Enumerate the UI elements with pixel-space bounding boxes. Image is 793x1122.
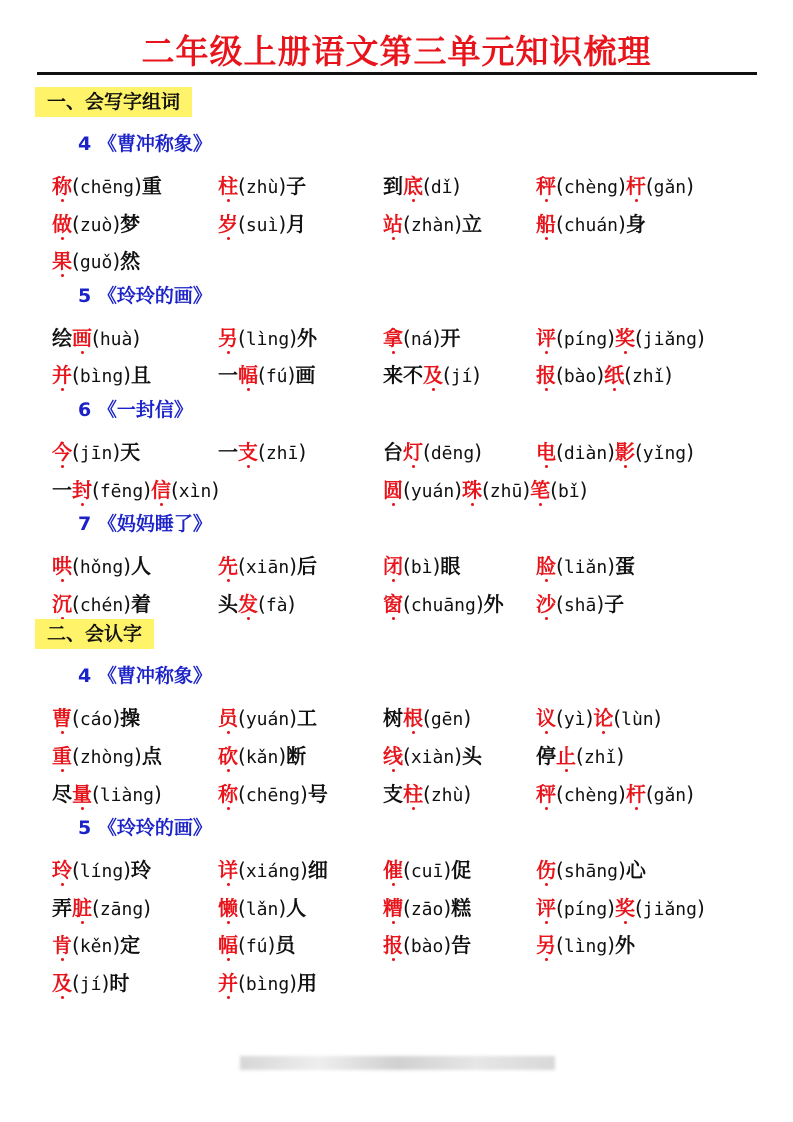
- word-cell: 沙(shā)子: [536, 591, 625, 616]
- target-character: 糟: [383, 895, 403, 920]
- word-row: [52, 740, 772, 770]
- pinyin: suì: [245, 214, 279, 236]
- word-suffix: 立: [461, 211, 482, 236]
- target-character: 员: [218, 706, 238, 731]
- word-cell: 并(bìng)且: [52, 363, 151, 388]
- lesson-title: 4 《曹冲称象》: [78, 133, 212, 155]
- word-row: [52, 929, 772, 959]
- word-cell: 秤(chèng)杆(gǎn): [536, 781, 694, 806]
- word-suffix: 断: [286, 744, 307, 768]
- word-cell: 一封(fēng)信(xìn): [52, 477, 220, 502]
- word-cell: 线(xiàn)头: [383, 744, 482, 768]
- target-character: 笔: [530, 477, 551, 502]
- word-cell: 停止(zhǐ): [536, 744, 625, 768]
- word-cell: 今(jīn)天: [52, 440, 141, 464]
- word-cell: 议(yì)论(lùn): [536, 706, 662, 731]
- target-character: 秤: [536, 174, 556, 198]
- pinyin: yǐng: [642, 443, 687, 464]
- word-cell: 拿(ná)开: [383, 325, 461, 350]
- title-divider: [37, 72, 757, 75]
- target-character: 拿: [383, 325, 403, 350]
- target-character: 止: [556, 744, 576, 768]
- pinyin: zhù: [430, 784, 464, 806]
- word-cell: 窗(chuāng)外: [383, 591, 504, 616]
- pinyin: hǒng: [79, 557, 124, 579]
- target-character: 底: [403, 174, 423, 198]
- pinyin: cáo: [79, 709, 113, 731]
- pinyin: xiáng: [245, 861, 300, 883]
- target-character: 报: [536, 363, 556, 388]
- word-cell: 懒(lǎn)人: [218, 895, 307, 920]
- word-suffix: 心: [625, 858, 646, 883]
- word-cell: 秤(chèng)杆(gǎn): [536, 174, 694, 198]
- word-cell: 重(zhòng)点: [52, 744, 162, 768]
- word-suffix: 着: [130, 591, 151, 616]
- target-character: 做: [52, 211, 72, 236]
- section-heading: 一、会写字组词: [35, 87, 192, 117]
- pinyin: bì: [410, 557, 433, 579]
- page-title: 二年级上册语文第三单元知识梳理: [141, 32, 652, 71]
- word-suffix: 号: [307, 781, 328, 806]
- word-cell: 曹(cáo)操: [52, 706, 141, 731]
- word-row: [52, 245, 772, 275]
- target-character: 发: [238, 591, 258, 616]
- word-cell: 闭(bì)眼: [383, 554, 461, 579]
- section-heading: 二、会认字: [35, 619, 154, 649]
- pinyin: chēng: [245, 784, 300, 806]
- word-cell: 绘画(huà): [52, 325, 141, 350]
- word-cell: 到底(dǐ): [383, 174, 461, 198]
- word-row: [52, 854, 772, 884]
- word-suffix: 子: [604, 591, 625, 616]
- word-cell: 称(chēng)重: [52, 174, 162, 198]
- word-suffix: 外: [483, 591, 504, 616]
- word-cell: 并(bìng)用: [218, 971, 317, 995]
- word-suffix: 开: [440, 325, 461, 350]
- word-prefix: 尽: [52, 781, 72, 806]
- target-character: 沙: [536, 591, 556, 616]
- pinyin: zāng: [99, 898, 144, 920]
- target-character: 曹: [52, 706, 72, 731]
- pinyin: ná: [410, 328, 433, 350]
- pinyin: lùn: [621, 709, 654, 731]
- target-character: 幅: [218, 933, 238, 958]
- pinyin: jí: [79, 974, 102, 995]
- target-character: 玲: [52, 858, 72, 883]
- word-prefix: 一: [218, 440, 238, 464]
- word-suffix: 时: [109, 971, 130, 995]
- pinyin: lìng: [245, 328, 290, 350]
- word-cell: 报(bào)纸(zhǐ): [536, 363, 673, 388]
- word-cell: 评(píng)奖(jiǎng): [536, 895, 705, 920]
- target-character: 奖: [614, 895, 635, 920]
- target-character: 重: [52, 744, 72, 768]
- word-cell: 船(chuán)身: [536, 211, 646, 236]
- target-character: 报: [383, 933, 403, 958]
- pinyin: liǎn: [563, 557, 608, 579]
- word-cell: 圆(yuán)珠(zhū)笔(bǐ): [383, 477, 588, 502]
- pinyin: guǒ: [79, 252, 113, 274]
- word-row: [52, 170, 772, 200]
- target-character: 伤: [536, 858, 556, 883]
- pinyin: píng: [563, 898, 608, 920]
- word-suffix: 点: [141, 744, 162, 768]
- pinyin: jiǎng: [642, 898, 697, 920]
- pinyin: kěn: [79, 936, 113, 958]
- pinyin: chuán: [563, 214, 618, 236]
- pinyin: zhǐ: [583, 747, 617, 768]
- pinyin: gēn: [430, 709, 464, 731]
- word-suffix: 告: [451, 933, 472, 958]
- target-character: 封: [72, 477, 92, 502]
- target-character: 评: [536, 895, 556, 920]
- pinyin: zhàn: [410, 214, 455, 236]
- word-suffix: 工: [296, 706, 317, 731]
- word-suffix: 身: [625, 211, 646, 236]
- target-character: 影: [614, 440, 635, 464]
- pinyin: zhū: [489, 480, 523, 502]
- word-cell: 糟(zāo)糕: [383, 895, 472, 920]
- target-character: 哄: [52, 554, 72, 579]
- word-cell: 称(chēng)号: [218, 781, 328, 806]
- word-suffix: 外: [296, 325, 317, 350]
- pinyin: bào: [410, 936, 444, 958]
- word-suffix: 操: [120, 706, 141, 731]
- target-character: 肯: [52, 933, 72, 958]
- target-character: 纸: [604, 363, 625, 388]
- pinyin: diàn: [563, 443, 608, 464]
- pinyin: zhǐ: [631, 366, 665, 388]
- word-cell: 员(yuán)工: [218, 706, 317, 731]
- word-row: [52, 588, 772, 618]
- pinyin: jiǎng: [642, 328, 697, 350]
- target-character: 议: [536, 706, 556, 731]
- word-suffix: 玲: [130, 858, 151, 883]
- word-suffix: 蛋: [614, 554, 635, 579]
- target-character: 另: [218, 325, 238, 350]
- target-character: 窗: [383, 591, 403, 616]
- word-prefix: 头: [218, 591, 238, 616]
- target-character: 杆: [625, 781, 646, 806]
- word-row: [52, 474, 772, 504]
- word-cell: 催(cuī)促: [383, 858, 472, 883]
- pinyin: fà: [265, 594, 288, 616]
- pinyin: shā: [563, 594, 597, 616]
- pinyin: xiān: [245, 557, 290, 579]
- word-cell: 柱(zhù)子: [218, 174, 307, 198]
- pinyin: bìng: [79, 366, 124, 388]
- target-character: 催: [383, 858, 403, 883]
- pinyin: gǎn: [653, 177, 687, 198]
- target-character: 珠: [461, 477, 482, 502]
- word-cell: 一支(zhī): [218, 440, 307, 464]
- word-suffix: 人: [130, 554, 151, 579]
- pinyin: dǐ: [430, 177, 453, 198]
- target-character: 根: [403, 706, 423, 731]
- word-suffix: 梦: [120, 211, 141, 236]
- word-suffix: 外: [614, 933, 635, 958]
- target-character: 岁: [218, 211, 238, 236]
- word-suffix: 天: [120, 440, 141, 464]
- blurred-watermark: [240, 1056, 555, 1070]
- pinyin: píng: [563, 328, 608, 350]
- word-cell: 电(diàn)影(yǐng): [536, 440, 694, 464]
- word-row: [52, 359, 772, 389]
- word-cell: 一幅(fú)画: [218, 363, 316, 388]
- target-character: 杆: [625, 174, 646, 198]
- target-character: 支: [238, 440, 258, 464]
- word-cell: 评(píng)奖(jiǎng): [536, 325, 705, 350]
- pinyin: yì: [563, 709, 586, 731]
- word-prefix: 一: [218, 363, 238, 388]
- pinyin: liàng: [99, 784, 154, 806]
- word-cell: 脸(liǎn)蛋: [536, 554, 635, 579]
- word-suffix: 细: [307, 858, 328, 883]
- target-character: 灯: [403, 440, 423, 464]
- lesson-title: 5 《玲玲的画》: [78, 284, 212, 307]
- pinyin: zhòng: [79, 747, 134, 768]
- word-prefix: 停: [536, 744, 556, 768]
- target-character: 称: [218, 781, 238, 806]
- target-character: 称: [52, 174, 72, 198]
- word-cell: 伤(shāng)心: [536, 858, 646, 883]
- lesson-title: 7 《妈妈睡了》: [78, 513, 212, 536]
- target-character: 果: [52, 249, 72, 274]
- word-prefix: 绘: [52, 325, 72, 350]
- pinyin: chén: [79, 594, 124, 616]
- word-cell: 肯(kěn)定: [52, 933, 141, 958]
- pinyin: bǐ: [557, 480, 580, 502]
- target-character: 并: [52, 363, 72, 388]
- target-character: 电: [536, 440, 556, 464]
- word-suffix: 促: [451, 858, 472, 883]
- word-cell: 树根(gēn): [383, 706, 472, 731]
- pinyin: kǎn: [245, 747, 279, 768]
- target-character: 秤: [536, 781, 556, 806]
- word-cell: 果(guǒ)然: [52, 249, 141, 274]
- word-cell: 幅(fú)员: [218, 933, 296, 958]
- pinyin: lìng: [563, 936, 608, 958]
- word-row: [52, 322, 772, 352]
- word-cell: 台灯(dēng): [383, 440, 482, 464]
- target-character: 论: [593, 706, 614, 731]
- word-suffix: 且: [130, 363, 151, 388]
- target-character: 脏: [72, 895, 92, 920]
- target-character: 线: [383, 744, 403, 768]
- pinyin: yuán: [245, 709, 290, 731]
- pinyin: chēng: [79, 177, 134, 198]
- word-cell: 详(xiáng)细: [218, 858, 328, 883]
- pinyin: xìn: [178, 480, 212, 502]
- word-suffix: 员: [275, 933, 296, 958]
- target-character: 及: [423, 363, 443, 388]
- pinyin: dēng: [430, 443, 475, 464]
- target-character: 详: [218, 858, 238, 883]
- pinyin: zuò: [79, 214, 113, 236]
- pinyin: jí: [450, 366, 473, 388]
- word-cell: 及(jí)时: [52, 971, 130, 995]
- lesson-title: 5 《玲玲的画》: [78, 817, 212, 840]
- word-cell: 头发(fà): [218, 591, 296, 616]
- word-cell: 沉(chén)着: [52, 591, 151, 616]
- target-character: 并: [218, 971, 238, 995]
- pinyin: bào: [563, 366, 597, 388]
- target-character: 幅: [238, 363, 258, 388]
- target-character: 船: [536, 211, 556, 236]
- word-prefix: 来不: [383, 363, 423, 388]
- target-character: 脸: [536, 554, 556, 579]
- target-character: 画: [72, 325, 92, 350]
- word-suffix: 眼: [440, 554, 461, 579]
- pinyin: zhù: [245, 177, 279, 198]
- lesson-title: 4 《曹冲称象》: [78, 665, 212, 688]
- pinyin: fú: [265, 366, 288, 388]
- word-cell: 支柱(zhù): [383, 781, 472, 806]
- word-cell: 另(lìng)外: [536, 933, 635, 958]
- word-cell: 哄(hǒng)人: [52, 554, 151, 579]
- pinyin: chèng: [563, 784, 618, 806]
- word-prefix: 到: [383, 174, 403, 198]
- word-cell: 岁(suì)月: [218, 211, 307, 236]
- word-suffix: 糕: [451, 895, 472, 920]
- word-row: [52, 778, 772, 808]
- target-character: 站: [383, 211, 403, 236]
- pinyin: chèng: [563, 177, 618, 198]
- target-character: 懒: [218, 895, 238, 920]
- pinyin: líng: [79, 861, 124, 883]
- word-cell: 来不及(jí): [383, 363, 481, 388]
- pinyin: zhī: [265, 443, 299, 464]
- word-suffix: 后: [296, 554, 317, 579]
- target-character: 评: [536, 325, 556, 350]
- word-suffix: 重: [141, 174, 162, 198]
- target-character: 砍: [218, 744, 238, 768]
- target-character: 量: [72, 781, 92, 806]
- pinyin: cuī: [410, 861, 444, 883]
- word-row: [52, 967, 772, 997]
- word-cell: 报(bào)告: [383, 933, 472, 958]
- word-suffix: 子: [286, 174, 307, 198]
- target-character: 圆: [383, 477, 403, 502]
- lesson-title: 6 《一封信》: [78, 399, 193, 421]
- word-suffix: 定: [120, 933, 141, 958]
- word-prefix: 台: [383, 440, 403, 464]
- target-character: 闭: [383, 554, 403, 579]
- target-character: 信: [150, 477, 171, 502]
- word-suffix: 然: [120, 249, 141, 274]
- pinyin: zāo: [410, 898, 444, 920]
- word-cell: 先(xiān)后: [218, 554, 317, 579]
- target-character: 及: [52, 971, 72, 995]
- word-suffix: 画: [295, 363, 316, 388]
- word-cell: 另(lìng)外: [218, 325, 317, 350]
- target-character: 今: [52, 440, 72, 464]
- word-prefix: 一: [52, 477, 72, 502]
- word-suffix: 人: [286, 895, 307, 920]
- pinyin: gǎn: [653, 784, 687, 806]
- pinyin: xiàn: [410, 747, 455, 768]
- word-row: [52, 436, 772, 466]
- word-row: [52, 892, 772, 922]
- pinyin: lǎn: [245, 898, 279, 920]
- word-cell: 站(zhàn)立: [383, 211, 482, 236]
- word-cell: 砍(kǎn)断: [218, 744, 307, 768]
- pinyin: yuán: [410, 480, 455, 502]
- target-character: 先: [218, 554, 238, 579]
- pinyin: bìng: [245, 974, 290, 995]
- word-suffix: 月: [286, 211, 307, 236]
- word-suffix: 用: [296, 971, 317, 995]
- target-character: 奖: [614, 325, 635, 350]
- pinyin: chuāng: [410, 594, 476, 616]
- word-prefix: 支: [383, 781, 403, 806]
- word-row: [52, 208, 772, 238]
- pinyin: huà: [99, 328, 133, 350]
- word-row: [52, 702, 772, 732]
- target-character: 柱: [403, 781, 423, 806]
- word-cell: 玲(líng)玲: [52, 858, 151, 883]
- word-cell: 尽量(liàng): [52, 781, 162, 806]
- pinyin: jīn: [79, 443, 113, 464]
- word-suffix: 头: [461, 744, 482, 768]
- target-character: 柱: [218, 174, 238, 198]
- target-character: 沉: [52, 591, 72, 616]
- word-prefix: 树: [383, 706, 403, 731]
- target-character: 另: [536, 933, 556, 958]
- pinyin: shāng: [563, 861, 618, 883]
- word-row: [52, 550, 772, 580]
- pinyin: fēng: [99, 480, 144, 502]
- word-cell: 做(zuò)梦: [52, 211, 141, 236]
- word-cell: 弄脏(zāng): [52, 895, 151, 920]
- word-prefix: 弄: [52, 895, 72, 920]
- pinyin: fú: [245, 936, 268, 958]
